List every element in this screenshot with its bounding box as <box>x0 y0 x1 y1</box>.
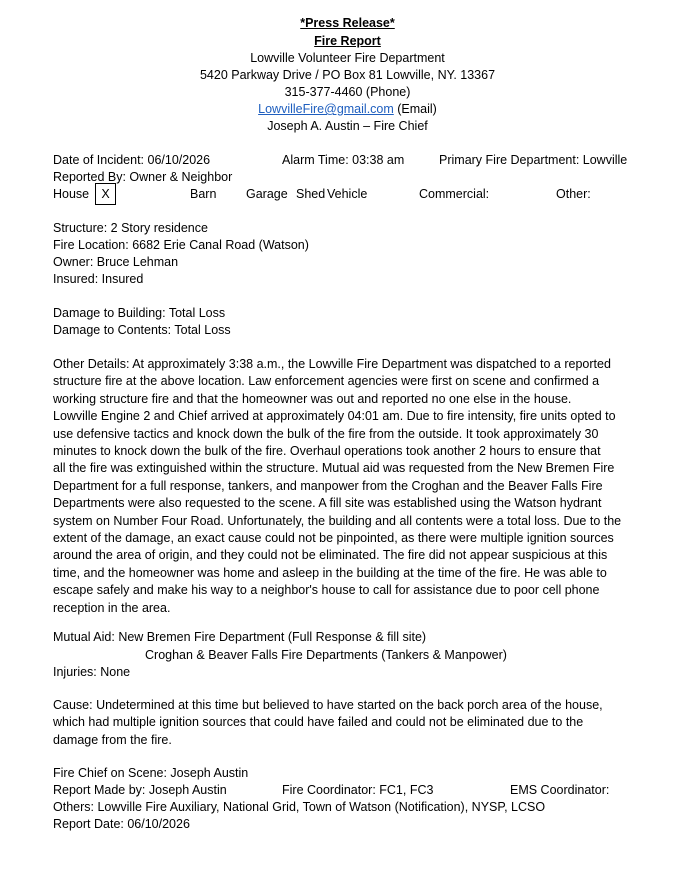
primary-department: Primary Fire Department: Lowville <box>439 153 628 167</box>
cause-line: damage from the fire. <box>53 732 172 747</box>
other-details-line: Department for a full response, tankers, and manpower from the Croghan and the Beaver Falls Fire <box>53 478 603 493</box>
incident-date: Date of Incident: 06/10/2026 <box>53 153 211 167</box>
owner: Owner: Bruce Lehman <box>53 255 179 269</box>
alarm-time: Alarm Time: 03:38 am <box>282 153 405 167</box>
other-details-line: around the area of origin, and they could not be eliminated. The fire did not appear suspicious at this <box>53 548 608 563</box>
email-link[interactable]: LowvilleFire@gmail.com <box>258 102 394 116</box>
fire-coordinator: Fire Coordinator: FC1, FC3 <box>282 783 434 797</box>
report-made-by: Report Made by: Joseph Austin <box>53 783 227 797</box>
type-house: House <box>53 187 90 201</box>
type-barn: Barn <box>190 187 217 201</box>
insured: Insured: Insured <box>53 272 144 286</box>
mutual-aid-line-1: Mutual Aid: New Bremen Fire Department (Full Response & fill site) <box>53 630 427 644</box>
other-details-line: Other Details: At approximately 3:38 a.m., the Lowville Fire Department was dispatched to a reported <box>53 357 611 371</box>
structure-type: Structure: 2 Story residence <box>53 221 208 235</box>
other-details-line: time, and the homeowner was home and asleep in the building at the time of the fire. He was able to <box>53 565 607 580</box>
other-details-line: all the fire was extinguished within the structure. Mutual aid was requested from the New Bremen Fire <box>53 461 615 476</box>
department-email-line <box>0 101 695 118</box>
type-vehicle: Vehicle <box>327 187 368 201</box>
other-details-line: extent of the damage, an exact cause could not be pinpointed, as there were multiple ignition sources <box>53 531 614 546</box>
press-release-heading: *Press Release* <box>300 16 395 30</box>
damage-building: Damage to Building: Total Loss <box>53 306 226 320</box>
fire-report-heading: Fire Report <box>314 34 381 48</box>
injuries: Injuries: None <box>53 665 131 679</box>
other-details-paragraph <box>53 356 648 617</box>
report-date: Report Date: 06/10/2026 <box>53 817 190 831</box>
other-details-line: structure fire at the above location. Law enforcement agencies were first on scene and confirmed a <box>53 374 600 389</box>
other-details-line: Departments were also requested to the scene. A fill site was established using the Watson hydrant <box>53 496 602 511</box>
other-details-line: use defensive tactics and knock down the bulk of the fire from the outside. It took approximately 30 <box>53 426 599 441</box>
department-address: 5420 Parkway Drive / PO Box 81 Lowville, NY. 13367 <box>199 68 496 82</box>
damage-contents: Damage to Contents: Total Loss <box>53 323 231 337</box>
cause-paragraph <box>53 697 648 749</box>
cause-line: Cause: Undetermined at this time but believed to have started on the back porch area of the house, <box>53 698 603 712</box>
other-details-line: minutes to knock down the bulk of the fire. Overhaul operations took another 2 hours to ensure that <box>53 444 601 459</box>
type-garage: Garage <box>246 187 288 201</box>
other-details-line: reception in the area. <box>53 600 171 615</box>
house-checkbox: X <box>95 183 116 205</box>
fire-chief-on-scene: Fire Chief on Scene: Joseph Austin <box>53 766 249 780</box>
reported-by: Reported By: Owner & Neighbor <box>53 170 233 184</box>
ems-coordinator: EMS Coordinator: <box>510 783 610 797</box>
others-notified: Others: Lowville Fire Auxiliary, National Grid, Town of Watson (Notification), NYSP, LCSO <box>53 800 546 814</box>
type-other: Other: <box>556 187 591 201</box>
type-shed: Shed <box>296 187 326 201</box>
other-details-line: Lowville Engine 2 and Chief arrived at approximately 04:01 am. Due to fire intensity, fire units opted to <box>53 409 616 424</box>
department-name: Lowville Volunteer Fire Department <box>250 51 445 65</box>
cause-line: which had multiple ignition sources that could have failed and could not be eliminated due to the <box>53 715 584 730</box>
type-commercial: Commercial: <box>419 187 490 201</box>
fire-location: Fire Location: 6682 Erie Canal Road (Watson) <box>53 238 309 252</box>
other-details-line: system on Number Four Road. Unfortunately, the building and all contents were a total loss. Due to the <box>53 513 622 528</box>
other-details-line: working structure fire and that the homeowner was out and reported no one else in the house. <box>53 391 572 406</box>
department-phone: 315-377-4460 (Phone) <box>284 85 411 99</box>
mutual-aid-line-2: Croghan & Beaver Falls Fire Departments (Tankers & Manpower) <box>145 648 507 662</box>
fire-chief-line: Joseph A. Austin – Fire Chief <box>267 119 428 133</box>
other-details-line: escape safely and make his way to a neighbor's house to call for assistance due to poor cell phone <box>53 583 600 598</box>
email-suffix: (Email) <box>393 102 437 116</box>
